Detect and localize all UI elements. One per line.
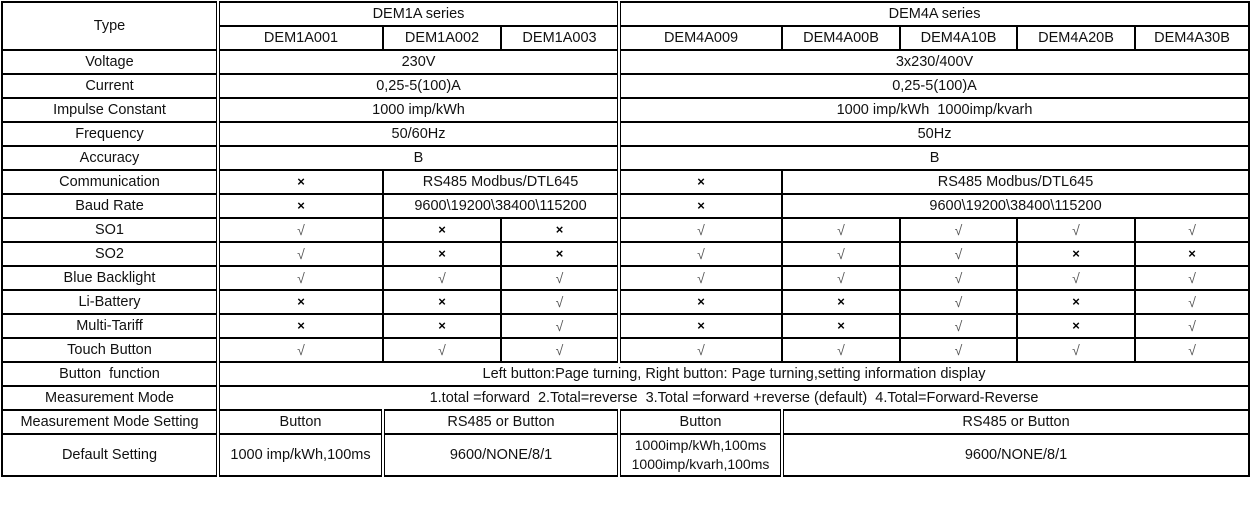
cell-value: RS485 Modbus/DTL645 <box>782 170 1249 194</box>
cross-mark: × <box>1017 290 1135 314</box>
check-mark: √ <box>501 290 619 314</box>
row-accuracy <box>2 146 1249 170</box>
cross-mark: × <box>1017 314 1135 338</box>
row-label: Li-Battery <box>2 290 218 314</box>
row-baud-rate <box>2 194 1249 218</box>
cell-value: Left button:Page turning, Right button: Page turning,setting information display <box>218 362 1249 386</box>
row-label: Voltage <box>2 50 218 74</box>
row-feature <box>2 314 1249 338</box>
row-feature <box>2 290 1249 314</box>
row-button-function <box>2 362 1249 386</box>
check-mark: √ <box>383 338 501 362</box>
cross-mark: × <box>383 314 501 338</box>
model-header: DEM4A009 <box>619 26 782 50</box>
cross-mark: × <box>218 194 383 218</box>
row-label: Impulse Constant <box>2 98 218 122</box>
check-mark: √ <box>782 338 900 362</box>
check-mark: √ <box>383 266 501 290</box>
cell-value: 50Hz <box>619 122 1249 146</box>
row-label: Default Setting <box>2 434 218 476</box>
row-feature <box>2 338 1249 362</box>
row-label: SO1 <box>2 218 218 242</box>
check-mark: √ <box>619 242 782 266</box>
header-row-series <box>2 2 1249 26</box>
default-setting-line: 1000imp/kWh,100ms <box>634 437 767 453</box>
row-label: Blue Backlight <box>2 266 218 290</box>
cell-value: 9600/NONE/8/1 <box>782 434 1249 476</box>
check-mark: √ <box>619 218 782 242</box>
cell-value: 0,25-5(100)A <box>619 74 1249 98</box>
cross-mark: × <box>782 314 900 338</box>
row-label: SO2 <box>2 242 218 266</box>
check-mark: √ <box>900 242 1017 266</box>
row-measurement-mode <box>2 386 1249 410</box>
row-measurement-mode-setting <box>2 410 1249 434</box>
cell-value: RS485 Modbus/DTL645 <box>383 170 619 194</box>
row-label: Multi-Tariff <box>2 314 218 338</box>
series-header-dem1a: DEM1A series <box>218 2 619 26</box>
feature-rows <box>2 218 1249 362</box>
row-label: Frequency <box>2 122 218 146</box>
cell-value: 50/60Hz <box>218 122 619 146</box>
row-label: Current <box>2 74 218 98</box>
cross-mark: × <box>1135 242 1249 266</box>
row-feature <box>2 266 1249 290</box>
cell-value: 1000 imp/kWh <box>218 98 619 122</box>
check-mark: √ <box>1135 338 1249 362</box>
check-mark: √ <box>218 338 383 362</box>
model-header: DEM4A20B <box>1017 26 1135 50</box>
check-mark: √ <box>1017 338 1135 362</box>
cross-mark: × <box>619 314 782 338</box>
model-header: DEM4A10B <box>900 26 1017 50</box>
row-feature <box>2 242 1249 266</box>
check-mark: √ <box>900 218 1017 242</box>
check-mark: √ <box>1017 218 1135 242</box>
row-default-setting <box>2 434 1249 476</box>
row-label: Measurement Mode <box>2 386 218 410</box>
check-mark: √ <box>900 314 1017 338</box>
check-mark: √ <box>501 314 619 338</box>
row-label: Communication <box>2 170 218 194</box>
cell-value: 230V <box>218 50 619 74</box>
cell-value: Button <box>619 410 782 434</box>
cell-value: Button <box>218 410 383 434</box>
row-label: Measurement Mode Setting <box>2 410 218 434</box>
cross-mark: × <box>218 290 383 314</box>
check-mark: √ <box>1135 266 1249 290</box>
cell-value: 3x230/400V <box>619 50 1249 74</box>
check-mark: √ <box>1017 266 1135 290</box>
check-mark: √ <box>782 218 900 242</box>
cross-mark: × <box>383 242 501 266</box>
cell-value: B <box>619 146 1249 170</box>
cross-mark: × <box>619 290 782 314</box>
cell-value: B <box>218 146 619 170</box>
check-mark: √ <box>501 266 619 290</box>
cross-mark: × <box>1017 242 1135 266</box>
default-setting-line: 1000imp/kvarh,100ms <box>631 456 770 472</box>
row-feature <box>2 218 1249 242</box>
check-mark: √ <box>218 242 383 266</box>
cell-value: 1.total =forward 2.Total=reverse 3.Total =forward +reverse (default) 4.Total=Forward-Reverse <box>218 386 1249 410</box>
spec-table <box>1 1 1250 477</box>
check-mark: √ <box>900 290 1017 314</box>
model-header: DEM1A002 <box>383 26 501 50</box>
check-mark: √ <box>1135 290 1249 314</box>
check-mark: √ <box>501 338 619 362</box>
model-header: DEM1A003 <box>501 26 619 50</box>
cell-value: 1000 imp/kWh 1000imp/kvarh <box>619 98 1249 122</box>
cross-mark: × <box>501 218 619 242</box>
cell-value: RS485 or Button <box>383 410 619 434</box>
row-label: Touch Button <box>2 338 218 362</box>
cell-value: 9600/NONE/8/1 <box>383 434 619 476</box>
row-label: Baud Rate <box>2 194 218 218</box>
model-header: DEM4A00B <box>782 26 900 50</box>
model-header: DEM4A30B <box>1135 26 1249 50</box>
cell-value: 9600\19200\38400\115200 <box>383 194 619 218</box>
check-mark: √ <box>782 242 900 266</box>
row-label: Button function <box>2 362 218 386</box>
model-header: DEM1A001 <box>218 26 383 50</box>
check-mark: √ <box>218 266 383 290</box>
row-frequency <box>2 122 1249 146</box>
row-label: Accuracy <box>2 146 218 170</box>
cross-mark: × <box>619 194 782 218</box>
cross-mark: × <box>218 170 383 194</box>
cell-value: 9600\19200\38400\115200 <box>782 194 1249 218</box>
check-mark: √ <box>619 338 782 362</box>
cell-value: 1000 imp/kWh,100ms <box>218 434 383 476</box>
check-mark: √ <box>900 266 1017 290</box>
cross-mark: × <box>619 170 782 194</box>
check-mark: √ <box>1135 218 1249 242</box>
cross-mark: × <box>782 290 900 314</box>
check-mark: √ <box>782 266 900 290</box>
type-header: Type <box>2 2 218 50</box>
series-header-dem4a: DEM4A series <box>619 2 1249 26</box>
cell-value: 0,25-5(100)A <box>218 74 619 98</box>
cell-value: RS485 or Button <box>782 410 1249 434</box>
check-mark: √ <box>218 218 383 242</box>
check-mark: √ <box>619 266 782 290</box>
row-current <box>2 74 1249 98</box>
check-mark: √ <box>900 338 1017 362</box>
row-communication <box>2 170 1249 194</box>
cross-mark: × <box>383 290 501 314</box>
row-impulse-constant <box>2 98 1249 122</box>
cross-mark: × <box>218 314 383 338</box>
cross-mark: × <box>501 242 619 266</box>
cell-value-multiline <box>619 434 782 476</box>
check-mark: √ <box>1135 314 1249 338</box>
cross-mark: × <box>383 218 501 242</box>
row-voltage <box>2 50 1249 74</box>
